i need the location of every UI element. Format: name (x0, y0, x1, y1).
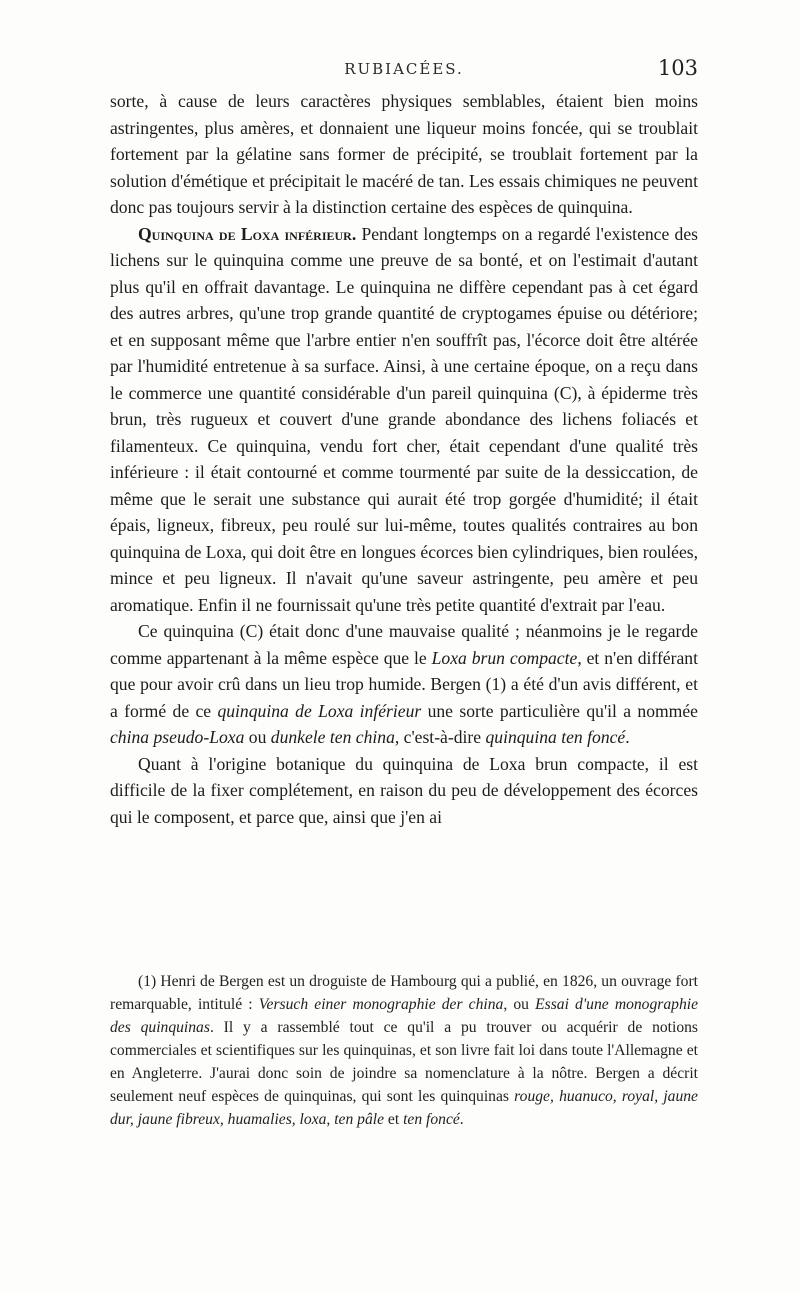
italic-term: china pseudo-Loxa (110, 727, 245, 747)
paragraph-1: sorte, à cause de leurs caractères physiques semblables, étaient bien moins astringentes, plus amères, et donnaient une liqueur moins foncée, qui se troublait fortement par la gélatine sans former de précipité, se troublait fortement par la solution d'émétique et précipitait le macéré de tan. Les essais chimiques ne peuvent donc pas toujours servir à la distinction certaine des espèces de quinquina. (110, 91, 698, 217)
italic-term: Versuch einer monographie der china (258, 996, 504, 1013)
page-header (110, 56, 698, 86)
paragraph-3 (110, 618, 698, 751)
text-run: Ce quinquina (C) était donc d'une mauvaise qualité ; néanmoins je le regarde comme appartenant à la même espèce que le (110, 621, 698, 668)
italic-term: quinquina de Loxa inférieur (217, 700, 422, 721)
italic-term: dunkele ten china (270, 727, 395, 747)
text-run: une sorte particulière qu'il a nommée (421, 700, 698, 721)
italic-term: Loxa brun compacte (431, 647, 578, 668)
page-number: 103 (657, 56, 698, 80)
text-run: ou (244, 727, 271, 747)
italic-term: ten foncé (403, 1111, 460, 1128)
paragraph-2-text: Pendant longtemps on a regardé l'existence des lichens sur le quinquina comme une preuve de sa bonté, et on l'estimait d'autant plus qu'il en offrait davantage. Le quinquina ne diffère cependant pas à cet égard des autres arbres, qu'une trop grande quantité de cryptogames épuise ou détériore; et en supposant même que l'arbre entier n'en souffrît pas, l'écorce doit être altérée par l'humidité entretenue à sa surface. Ainsi, à une certaine époque, on a reçu dans le commerce une quantité considérable d'un pareil quinquina (C), à épiderme très brun, très rugueux et couvert d'une grande abondance des lichens foliacés et filamenteux. Ce quinquina, vendu fort cher, était cependant d'une qualité très inférieure : il était contourné et comme tourmenté par suite de la dessiccation, de même que le serait une substance qui aurait été trop gorgée d'humidité; il était épais, ligneux, fibreux, peu roulé sur lui-même, toutes qualités contraires au bon quinquina de Loxa, qui doit être en longues écorces bien cylindriques, bien roulées, mince et peu ligneux. Il n'avait qu'une saveur astringente, peu amère et peu aromatique. Enfin il ne fournissait qu'une très petite quantité d'extrait par l'eau. (110, 223, 698, 615)
italic-term: Essai d'une monographie des quinquinas (110, 996, 698, 1036)
text-run: , ou (503, 996, 536, 1013)
paragraph-2 (110, 221, 698, 619)
running-head: RUBIACÉES. (344, 60, 464, 78)
text-run: (1) Henri de Bergen est un droguiste de Hambourg qui a publié, en 1826, un ouvrage fort remarquable, intitulé : (110, 973, 698, 1013)
footnote-1 (110, 970, 698, 1131)
footnote (110, 970, 698, 1131)
text-run: , et n'en différant que pour avoir crû dans un lieu trop humide. Bergen (1) a été d'un avis différent, et a formé de ce (110, 647, 698, 721)
text-run: . (459, 1111, 464, 1128)
text-run: . Il y a rassemblé tout ce qu'il a pu trouver ou acquérir de notions commerciales et scientifiques sur les quinquinas, et son livre fait loi dans toute l'Allemagne et en Angleterre. J'aurai donc soin de joindre sa nomenclature à la nôtre. Bergen a décrit seulement neuf espèces de quinquinas, qui sont les quinquinas (110, 1019, 698, 1105)
main-text (110, 88, 698, 830)
text-run: et (384, 1111, 404, 1128)
italic-term: rouge, huanuco, royal, jaune dur, jaune fibreux, huamalies, loxa, ten pâle (110, 1088, 698, 1128)
paragraph-4: Quant à l'origine botanique du quinquina de Loxa brun compacte, il est difficile de la fixer complétement, en raison du peu de développement des écorces qui le composent, et parce que, ainsi que j'en ai (110, 753, 698, 827)
italic-term: quinquina ten foncé (485, 727, 626, 747)
text-run: , c'est-à-dire (394, 727, 486, 747)
section-run-in-heading: Quinquina de Loxa inférieur. (138, 223, 357, 244)
text-run: . (625, 727, 630, 747)
